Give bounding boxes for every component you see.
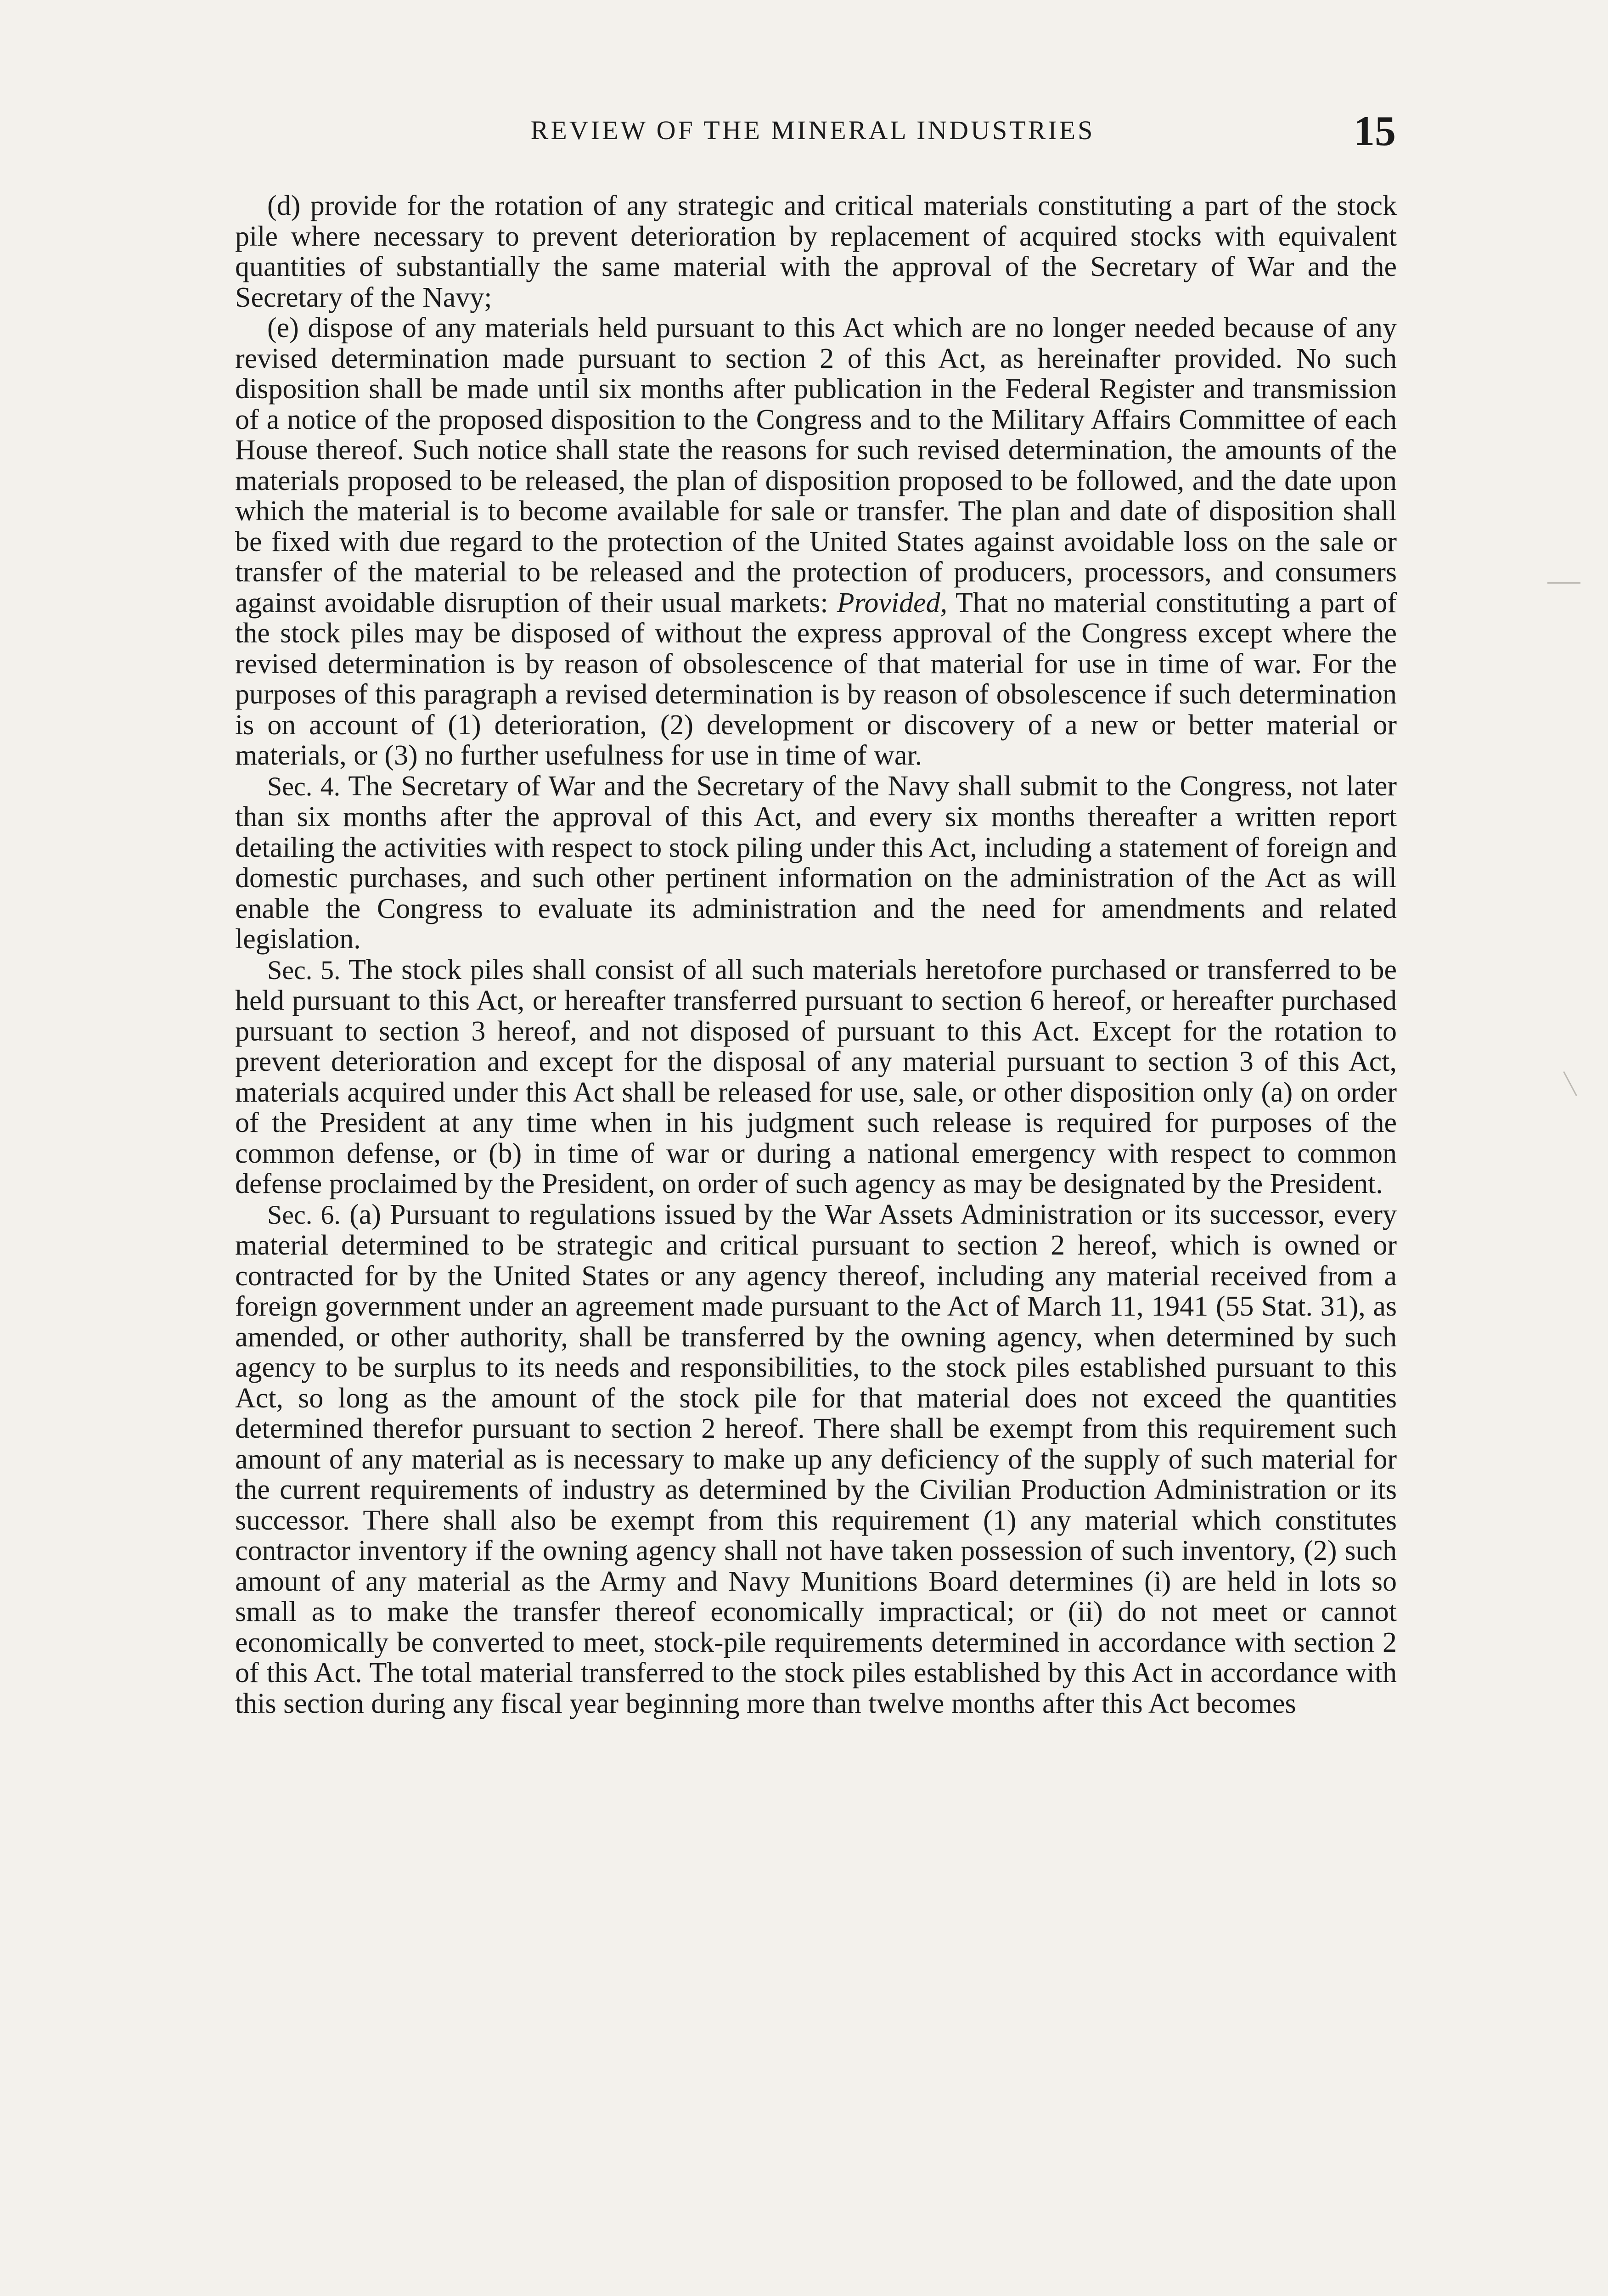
provided-italic: Provided,	[837, 587, 948, 619]
scan-mark	[1563, 1071, 1577, 1096]
paragraph-e	[235, 313, 1397, 771]
section-4-text: The Secretary of War and the Secretary of the Navy shall submit to the Congress, not later than six months after the approval of this Act, and every six months thereafter a written report detailing the activities with respect to stock piling under this Act, including a statement of foreign and domestic purchases, and such other pertinent information on the administration of the Act as will enable the Congress to evaluate its administration and the need for amendments and related legislation.	[235, 770, 1397, 955]
page-header	[230, 107, 1396, 157]
section-5	[235, 955, 1397, 1199]
page-number: 15	[1354, 107, 1396, 154]
section-6-label: Sec. 6.	[267, 1199, 341, 1230]
section-4-label: Sec. 4.	[267, 771, 341, 801]
body-text	[235, 191, 1397, 1719]
running-head: REVIEW OF THE MINERAL INDUSTRIES	[530, 115, 1095, 145]
paragraph-e-proviso: That no material constituting a part of the stock piles may be disposed of without the express approval of the Congress except where the revised determination is by reason of obsolescence of that material for use in time of war. For the purposes of this paragraph a revised determination is by reason of obsolescence if such determination is on account of (1) deterioration, (2) development or discovery of a new or better material or materials, or (3) no further usefulness for use in time of war.	[235, 587, 1397, 771]
paragraph-e-text: (e) dispose of any materials held pursuant to this Act which are no longer needed because of any revised determination made pursuant to section 2 of this Act, as hereinafter provided. No such disposition shall be made until six months after publication in the Federal Register and transmission of a notice of the proposed disposition to the Congress and to the Military Affairs Committee of each House thereof. Such notice shall state the reasons for such revised determination, the amounts of the materials proposed to be released, the plan of disposition proposed to be followed, and the date upon which the material is to become available for sale or transfer. The plan and date of disposition shall be fixed with due regard to the protection of the United States against avoidable loss on the sale or transfer of the material to be released and the protection of producers, processors, and consumers against avoidable disruption of their usual markets:	[235, 312, 1397, 619]
section-6	[235, 1199, 1397, 1719]
section-6-text: (a) Pursuant to regulations issued by the War Assets Administration or its successor, every material determined to be strategic and critical pursuant to section 2 hereof, which is owned or contracted for by the United States or any agency thereof, including any material received from a foreign government under an agreement made pursuant to the Act of March 11, 1941 (55 Stat. 31), as amended, or other authority, shall be transferred by the owning agency, when determined by such agency to be surplus to its needs and responsibilities, to the stock piles established pursuant to this Act, so long as the amount of the stock pile for that material does not exceed the quantities determined therefor pursuant to section 2 hereof. There shall be exempt from this requirement such amount of any material as is necessary to make up any deficiency of the supply of such material for the current requirements of industry as determined by the Civilian Production Administration or its successor. There shall also be exempt from this requirement (1) any material which constitutes contractor inventory if the owning agency shall not have taken possession of such inventory, (2) such amount of any material as the Army and Navy Munitions Board determines (i) are held in lots so small as to make the transfer thereof economically impractical; or (ii) do not meet or cannot economically be converted to meet, stock-pile requirements determined in accordance with section 2 of this Act. The total material transferred to the stock piles established by this Act in accordance with this section during any fiscal year beginning more than twelve months after this Act becomes	[235, 1199, 1397, 1719]
section-5-label: Sec. 5.	[267, 955, 341, 985]
scan-mark	[1547, 582, 1580, 584]
section-5-text: The stock piles shall consist of all such materials heretofore purchased or transferred to be held pursuant to this Act, or hereafter transferred pursuant to section 6 hereof, or hereafter purchased pursuant to section 3 hereof, and not disposed of pursuant to this Act. Except for the rotation to prevent deterioration and except for the disposal of any material pursuant to section 3 of this Act, materials acquired under this Act shall be released for use, sale, or other disposition only (a) on order of the President at any time when in his judgment such release is required for purposes of the common defense, or (b) in time of war or during a national emergency with respect to common defense proclaimed by the President, on order of such agency as may be designated by the President.	[235, 954, 1397, 1199]
paragraph-d: (d) provide for the rotation of any strategic and critical materials constituting a part of the stock pile where necessary to prevent deterioration by replacement of acquired stocks with equivalent quantities of substantially the same material with the approval of the Secretary of War and the Secretary of the Navy;	[235, 190, 1397, 313]
section-4	[235, 771, 1397, 955]
